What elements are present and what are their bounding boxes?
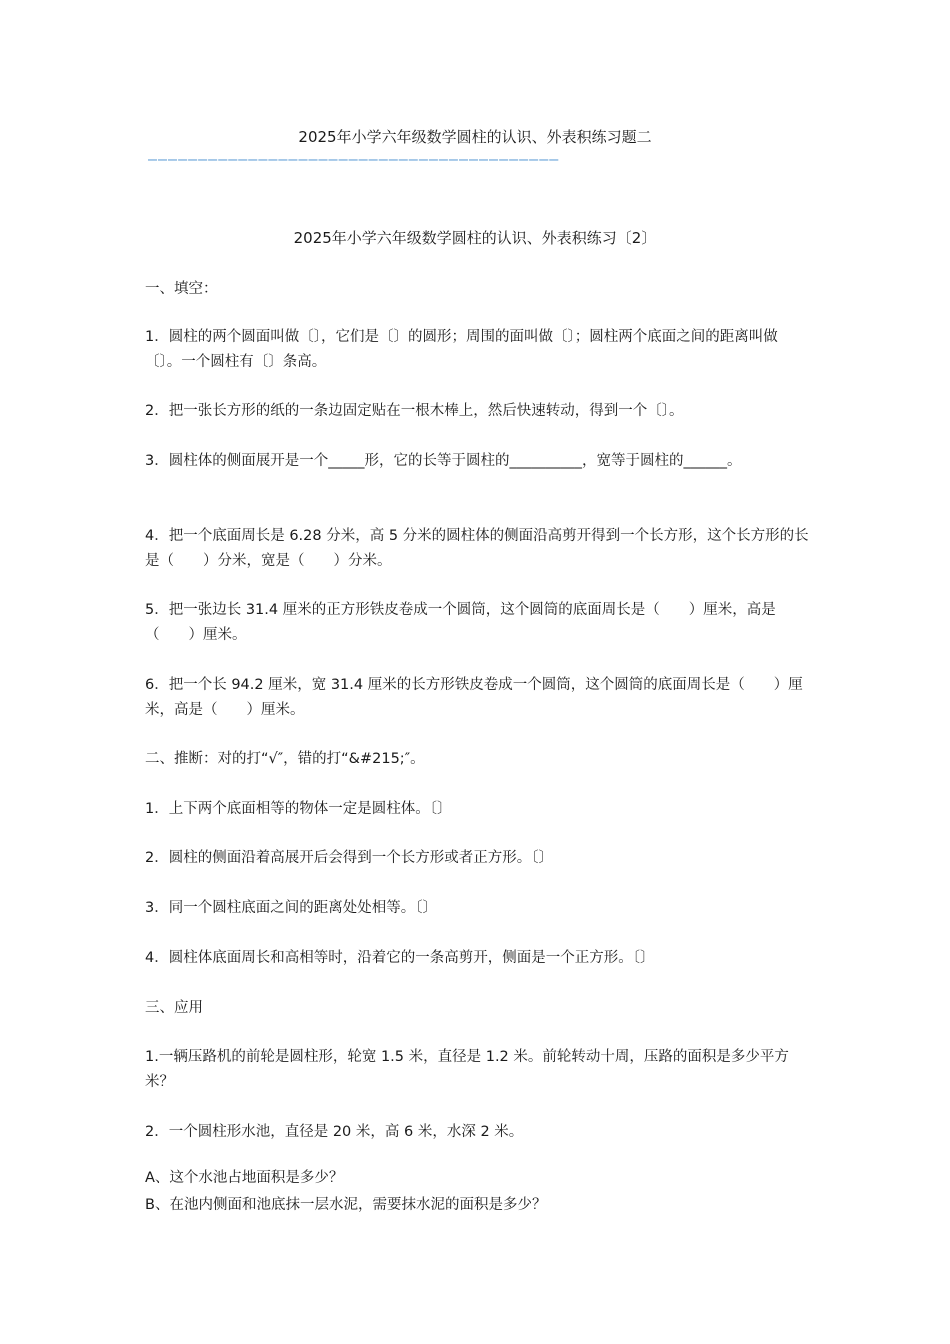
judge-item-1: 1．上下两个底面相等的物体一定是圆柱体。〔〕 [145,801,452,817]
apply-sub-item-a: A、这个水池占地面积是多少？ [145,1170,344,1186]
judge-item-4: 4．圆柱体底面周长和高相等时，沿着它的一条高剪开，侧面是一个正方形。〔〕 [145,950,655,966]
judge-item-3: 3．同一个圆柱底面之间的距离处处相等。〔〕 [145,900,437,916]
section-heading-judge: 二、推断：对的打“√″，错的打“&#215;″。 [145,751,425,767]
document-title: 2025年小学六年级数学圆柱的认识、外表积练习〔2〕 [293,229,657,247]
fill-in-item-2: 2．把一张长方形的纸的一条边固定贴在一根木棒上，然后快速转动，得到一个〔〕。 [145,403,684,419]
fill-in-item-1: 1．圆柱的两个圆面叫做〔〕，它们是〔〕的圆形；周围的面叫做〔〕；圆柱两个底面之间的距离叫做〔〕。一个圆柱有〔〕条高。 [145,329,778,370]
apply-sub-item-b: B、在池内侧面和池底抹一层水泥，需要抹水泥的面积是多少？ [145,1197,547,1213]
fill-in-item-6: 6．把一个长 94.2 厘米，宽 31.4 厘米的长方形铁皮卷成一个圆筒，这个圆筒的底面周长是（ ）厘米，高是（ ）厘米。 [145,677,803,718]
section-heading-apply: 三、应用 [145,1000,203,1016]
header-divider: ————————————————————————————————————————— [148,151,560,167]
section-heading-fill-in: 一、填空： [145,281,218,297]
header-title: 2025年小学六年级数学圆柱的认识、外表积练习题二 [298,128,652,146]
fill-in-item-4: 4．把一个底面周长是 6.28 分米，高 5 分米的圆柱体的侧面沿高剪开得到一个长方形，这个长方形的长是（ ）分米，宽是（ ）分米。 [145,528,809,569]
apply-item-1: 1.一辆压路机的前轮是圆柱形，轮宽 1.5 米，直径是 1.2 米。前轮转动十周，压路的面积是多少平方米？ [145,1049,789,1090]
fill-in-item-3: 3．圆柱体的侧面展开是一个_____形，它的长等于圆柱的__________，宽等于圆柱的______。 [145,453,742,469]
apply-item-2: 2．一个圆柱形水池，直径是 20 米，高 6 米，水深 2 米。 [145,1124,524,1140]
judge-item-2: 2．圆柱的侧面沿着高展开后会得到一个长方形或者正方形。〔〕 [145,850,553,866]
fill-in-item-5: 5．把一张边长 31.4 厘米的正方形铁皮卷成一个圆筒，这个圆筒的底面周长是（ ）厘米，高是（ ）厘米。 [145,602,776,643]
